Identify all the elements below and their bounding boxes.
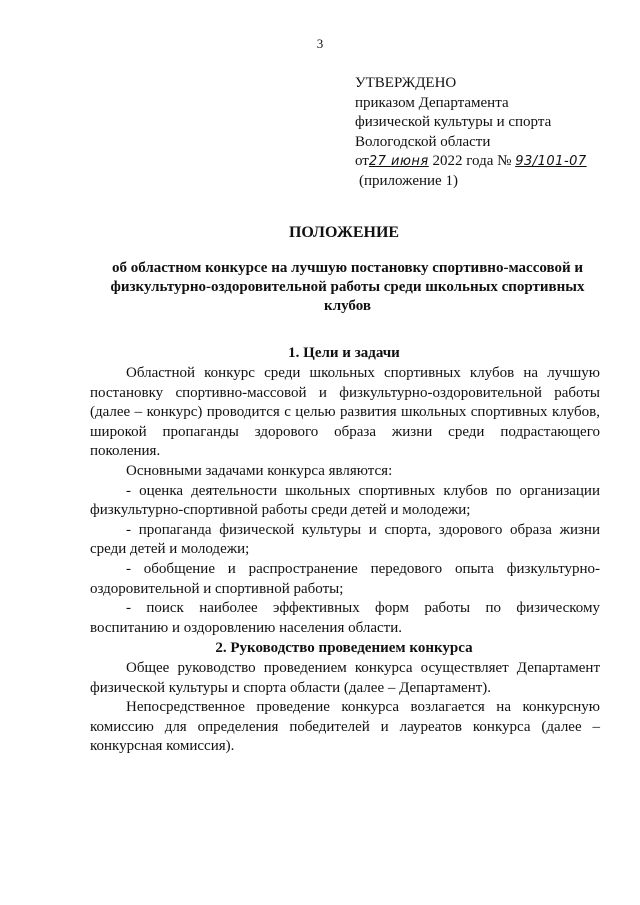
list-item: - поиск наиболее эффективных форм работы по физическому воспитанию и оздоровлению населения области.	[90, 600, 600, 636]
approval-line-order: приказом Департамента	[355, 94, 509, 111]
section-body-management	[90, 659, 600, 757]
document-title: ПОЛОЖЕНИЕ	[288, 224, 400, 241]
date-prefix: от	[355, 153, 369, 169]
year-text: 2022 года №	[432, 153, 512, 169]
document-subtitle: об областном конкурсе на лучшую постановку спортивно-массовой и физкультурно-оздоровительной работы среди школьных спортивных клубов	[110, 260, 585, 314]
list-item: - оценка деятельности школьных спортивных клубов по организации физкультурно-спортивной работы среди детей и молодежи;	[90, 482, 600, 519]
approval-block	[355, 74, 625, 191]
section-heading-management: 2. Руководство проведением конкурса	[215, 640, 473, 656]
paragraph: Непосредственное проведение конкурса возлагается на конкурсную комиссию для определения победителей и лауреатов конкурса (далее – конкурсная комиссия).	[90, 699, 600, 755]
paragraph: Областной конкурс среди школьных спортивных клубов на лучшую постановку спортивно-массовой и физкультурно-оздоровительной работы (далее – конкурс) проводится с целью развития школьных спортивных клубов, широкой пропаганды здорового образа жизни среди подрастающего поколения.	[90, 365, 600, 460]
paragraph: Основными задачами конкурса являются:	[126, 462, 393, 479]
approval-date-line	[355, 152, 625, 172]
handwritten-order-number: 93/101-07	[515, 154, 587, 169]
list-item: - пропаганда физической культуры и спорта, здорового образа жизни среди детей и молодежи;	[90, 521, 600, 558]
section-body-goals	[90, 364, 600, 638]
approval-heading: УТВЕРЖДЕНО	[355, 75, 457, 91]
handwritten-date: 27 июня	[368, 154, 429, 169]
approval-line-department: физической культуры и спорта	[355, 114, 552, 130]
section-heading-goals: 1. Цели и задачи	[288, 345, 400, 361]
paragraph: Общее руководство проведением конкурса осуществляет Департамент физической культуры и спорта области (далее – Департамент).	[90, 660, 600, 696]
approval-line-region: Вологодской области	[355, 133, 491, 150]
page-number: 3	[316, 36, 324, 51]
list-item: - обобщение и распространение передового опыта физкультурно-оздоровительной и спортивной работы;	[90, 560, 600, 597]
appendix-note: (приложение 1)	[359, 172, 458, 189]
